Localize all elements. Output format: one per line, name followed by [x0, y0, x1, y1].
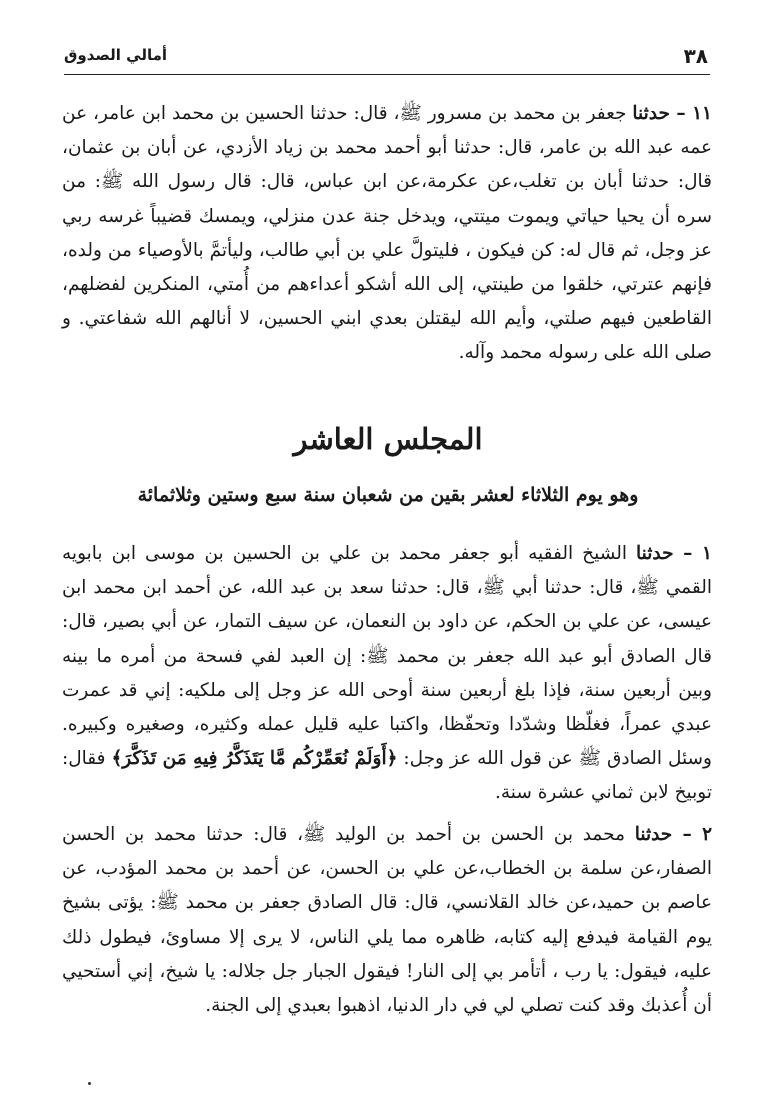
hadith-text: محمد بن الحسن بن أحمد بن الوليد ﷺ، قال: حدثنا محمد بن الحسن الصفار،عن سلمة بن الخطاب،عن علي بن الحسن، عن أحمد بن محمد المؤدب، عن عاصم بن حميد،عن خالد القلانسي، قال: قال الصادق جعفر بن محمد ﷺ: يؤتى بشيخ يوم القيامة فيدفع إليه كتابه، ظاهره مما يلي الناس، لا يرى إلا مساوئ، فيطول ذلك عليه، فيقول: يا رب ، أتأمر بي إلى النار! فيقول الجبار جل جلاله: يا شيخ، إني أستحيي أن أُعذبك وقد كنت تصلي لي في دار الدنيا، اذهبوا بعبدي إلى الجنة.: [62, 824, 712, 1017]
hadith-2-paragraph: [62, 818, 712, 1023]
hadith-lead: ١ – حدثنا: [636, 543, 712, 564]
hadith-text-end: فقال: توبيخ لابن ثماني عشرة سنة.: [62, 748, 712, 804]
session-subtitle: وهو يوم الثلاثاء لعشر بقين من شعبان سنة سبع وستين وثلاثمائة: [137, 484, 639, 506]
quran-quote: ﴿أَوَلَمْ نُعَمِّرْكُم مَّا يَتَذَكَّرُ فِيهِ مَن تَذَكَّرَ﴾: [111, 748, 398, 770]
hadith-lead: ٢ – حدثنا: [634, 824, 712, 845]
hadith-1-paragraph: [62, 537, 712, 811]
book-title: أمالي الصدوق: [64, 46, 168, 64]
page-number: ٣٨: [683, 44, 708, 68]
hadith-text: الشيخ الفقيه أبو جعفر محمد بن علي بن الحسين بن موسى ابن بابويه القمي ﷺ، قال: حدثنا أبي ﷺ، قال: حدثنا سعد بن عبد الله، عن أحمد ابن محمد ابن عيسى، عن علي بن الحكم، عن داود بن النعمان، عن سيف التمار، عن أبي بصير، قال: قال الصادق أبو عبد الله جعفر بن محمد ﷺ: إن العبد لفي فسحة من أمره ما بينه وبين أربعين سنة، فإذا بلغ أربعين سنة أوحى الله عز وجل إلى ملكيه: إني قد عمرت عبدي عمراً، فغلّظا وشدّدا وتحفّظا، واكتبا عليه قليل عمله وكثيره، وصغيره وكبيره. وسئل الصادق ﷺ عن قول الله عز وجل:: [62, 543, 712, 770]
hadith-lead: ١١ – حدثنا: [632, 103, 712, 124]
page-speck: [88, 1082, 91, 1085]
running-header: [64, 40, 710, 75]
hadith-text: جعفر بن محمد بن مسرور ﷺ، قال: حدثنا الحسين بن محمد ابن عامر، عن عمه عبد الله بن عامر، قال: حدثنا أبو أحمد محمد بن زياد الأزدي، عن أبان بن عثمان، قال: حدثنا أبان بن تغلب،عن عكرمة،عن ابن عباس، قال: قال رسول الله ﷺ: من سره أن يحيا حياتي ويموت ميتتي، ويدخل جنة عدن منزلي، ويمسك قضيباً غرسه ربي عز وجل، ثم قال له: كن فيكون ، فليتولَّ علي بن أبي طالب، وليأتمَّ بالأوصياء من ولده، فإنهم عترتي، خلقوا من طينتي، إلى الله أشكو أعداءهم من أُمتي، المنكرين لفضلهم، القاطعين فيهم صلتي، وأيم الله ليقتلن بعدي ابني الحسين، لا أنالهم الله شفاعتي. و صلى الله على رسوله محمد وآله.: [62, 103, 712, 364]
hadith-11-paragraph: [62, 97, 712, 371]
session-title: المجلس العاشر: [293, 422, 483, 456]
